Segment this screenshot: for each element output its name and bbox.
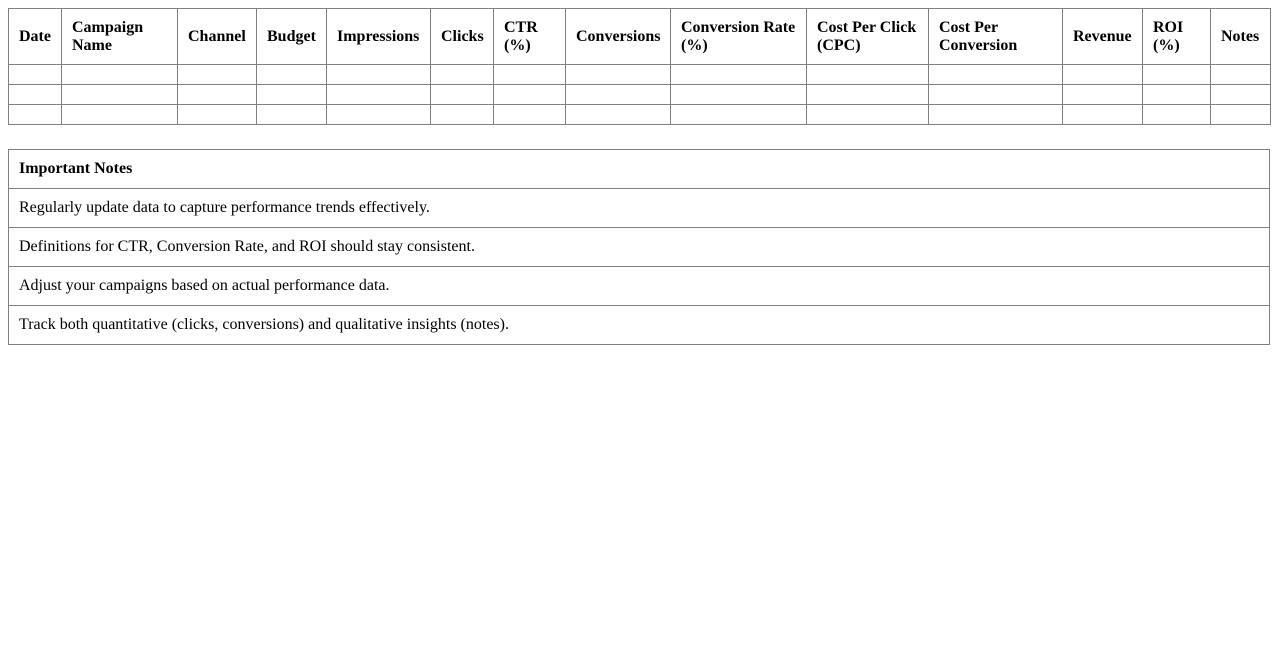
table-cell[interactable] [257, 85, 327, 105]
table-cell[interactable] [807, 105, 929, 125]
table-cell[interactable] [566, 105, 671, 125]
table-cell[interactable] [178, 85, 257, 105]
campaign-tracker-table [8, 8, 1271, 125]
table-cell[interactable] [1143, 85, 1211, 105]
table-cell[interactable] [807, 85, 929, 105]
header-cost-per-conversion: Cost Per Conversion [929, 9, 1063, 65]
table-cell[interactable] [494, 85, 566, 105]
header-ctr: CTR (%) [494, 9, 566, 65]
table-row [9, 85, 1271, 105]
notes-row [9, 189, 1270, 228]
header-impressions: Impressions [327, 9, 431, 65]
table-cell[interactable] [178, 65, 257, 85]
header-notes: Notes [1211, 9, 1271, 65]
table-cell[interactable] [1211, 105, 1271, 125]
table-cell[interactable] [494, 65, 566, 85]
table-cell[interactable] [1143, 105, 1211, 125]
table-cell[interactable] [62, 85, 178, 105]
notes-title: Important Notes [9, 150, 1270, 189]
table-cell[interactable] [257, 65, 327, 85]
table-cell[interactable] [62, 65, 178, 85]
table-cell[interactable] [9, 105, 62, 125]
table-cell[interactable] [431, 105, 494, 125]
table-cell[interactable] [929, 105, 1063, 125]
notes-row [9, 228, 1270, 267]
header-clicks: Clicks [431, 9, 494, 65]
header-conversion-rate: Conversion Rate (%) [671, 9, 807, 65]
table-cell[interactable] [327, 105, 431, 125]
header-conversions: Conversions [566, 9, 671, 65]
table-row [9, 65, 1271, 85]
note-item: Regularly update data to capture performance trends effectively. [9, 189, 1270, 228]
table-cell[interactable] [431, 65, 494, 85]
table-cell[interactable] [929, 65, 1063, 85]
table-cell[interactable] [929, 85, 1063, 105]
note-item: Definitions for CTR, Conversion Rate, and ROI should stay consistent. [9, 228, 1270, 267]
notes-row [9, 267, 1270, 306]
table-cell[interactable] [494, 105, 566, 125]
header-cpc: Cost Per Click (CPC) [807, 9, 929, 65]
table-cell[interactable] [1063, 105, 1143, 125]
table-cell[interactable] [1143, 65, 1211, 85]
header-date: Date [9, 9, 62, 65]
table-cell[interactable] [327, 65, 431, 85]
header-campaign-name: Campaign Name [62, 9, 178, 65]
table-cell[interactable] [671, 85, 807, 105]
table-cell[interactable] [431, 85, 494, 105]
header-budget: Budget [257, 9, 327, 65]
table-cell[interactable] [1211, 85, 1271, 105]
notes-row [9, 306, 1270, 345]
table-cell[interactable] [1063, 85, 1143, 105]
table-cell[interactable] [9, 85, 62, 105]
notes-header-row [9, 150, 1270, 189]
important-notes-table [8, 149, 1270, 345]
note-item: Adjust your campaigns based on actual performance data. [9, 267, 1270, 306]
table-cell[interactable] [566, 85, 671, 105]
table-cell[interactable] [566, 65, 671, 85]
table-row [9, 105, 1271, 125]
table-cell[interactable] [671, 105, 807, 125]
header-revenue: Revenue [1063, 9, 1143, 65]
table-cell[interactable] [62, 105, 178, 125]
header-roi: ROI (%) [1143, 9, 1211, 65]
table-cell[interactable] [1063, 65, 1143, 85]
table-cell[interactable] [671, 65, 807, 85]
table-cell[interactable] [257, 105, 327, 125]
header-channel: Channel [178, 9, 257, 65]
table-cell[interactable] [178, 105, 257, 125]
table-header-row [9, 9, 1271, 65]
table-cell[interactable] [9, 65, 62, 85]
note-item: Track both quantitative (clicks, conversions) and qualitative insights (notes). [9, 306, 1270, 345]
table-cell[interactable] [327, 85, 431, 105]
table-cell[interactable] [1211, 65, 1271, 85]
table-cell[interactable] [807, 65, 929, 85]
